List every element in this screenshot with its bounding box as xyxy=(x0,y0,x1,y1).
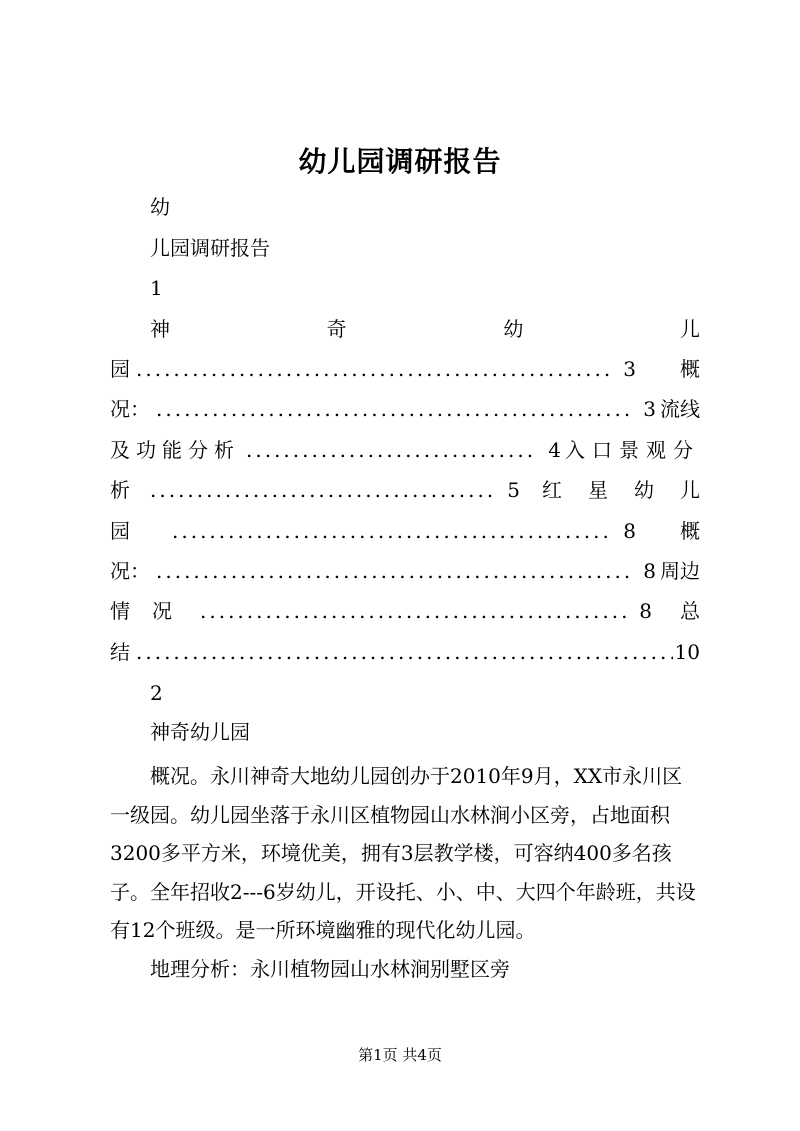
toc-text: 析 xyxy=(110,478,130,502)
document-title: 幼儿园调研报告 xyxy=(298,145,502,178)
toc-entry xyxy=(110,394,700,424)
toc-entry xyxy=(110,596,700,626)
text-line: 1 xyxy=(150,276,163,300)
toc-text: 周边 xyxy=(660,559,700,583)
toc-leader xyxy=(156,394,633,424)
toc-entry xyxy=(110,516,700,546)
toc-page-number: 8 xyxy=(623,519,636,543)
toc-text: 流线 xyxy=(660,397,700,421)
toc-entry xyxy=(110,354,700,384)
toc-text: 奇 xyxy=(326,317,347,341)
toc-text: 情况 xyxy=(110,599,194,623)
text-line: 儿园调研报告 xyxy=(150,236,270,260)
toc-text: 概 xyxy=(680,357,700,381)
toc-page-number: 3 xyxy=(643,397,656,421)
toc-entry xyxy=(110,475,726,505)
section-number: 2 xyxy=(150,681,163,705)
toc-text: 儿 xyxy=(679,317,700,341)
toc-page-number: 8 xyxy=(639,599,652,623)
toc-entry xyxy=(150,314,700,344)
toc-leader xyxy=(136,637,673,667)
toc-entry xyxy=(110,556,700,586)
toc-text: 园 xyxy=(110,519,130,543)
toc-text: 总 xyxy=(680,599,700,623)
toc-text: 概 xyxy=(680,519,700,543)
toc-entry xyxy=(110,637,700,667)
toc-text: 及功能分析 xyxy=(110,438,240,462)
text-line: 幼 xyxy=(150,195,170,219)
toc-text: 况： xyxy=(110,559,150,583)
page-footer: 第1页 共4页 xyxy=(358,1046,442,1064)
toc-text: 红星幼儿 xyxy=(542,478,726,502)
section-title: 神奇幼儿园 xyxy=(150,720,250,744)
toc-page-number: 5 xyxy=(507,478,520,502)
paragraph: 地理分析：永川植物园山水林涧别墅区旁 xyxy=(150,957,510,981)
toc-page-number: 10 xyxy=(674,640,700,664)
toc-text: 神 xyxy=(150,317,170,341)
toc-page-number: 3 xyxy=(623,357,636,381)
toc-text: 入口景观分 xyxy=(565,438,700,462)
toc-text: 况： xyxy=(110,397,150,421)
toc-page-number: 8 xyxy=(643,559,656,583)
toc-text: 结 xyxy=(110,640,130,664)
toc-leader xyxy=(136,354,613,384)
toc-leader xyxy=(246,435,538,465)
toc-leader xyxy=(200,596,629,626)
toc-leader xyxy=(156,556,633,586)
toc-text: 园 xyxy=(110,357,130,381)
toc-entry xyxy=(110,435,700,465)
toc-leader xyxy=(150,475,497,505)
toc-text: 幼 xyxy=(503,317,524,341)
paragraph: 概况。永川神奇大地幼儿园创办于2010年9月，XX市永川区一级园。幼儿园坐落于永川区植物园山水林涧小区旁，占地面积3200多平方米，环境优美，拥有3层教学楼，可容纳400多名孩子。全年招收2---6岁幼儿，开设托、小、中、大四个年龄班，共设有12个班级。是一所环境幽雅的现代化幼儿园。 xyxy=(110,764,696,942)
toc-page-number: 4 xyxy=(548,438,561,462)
toc-leader xyxy=(172,516,613,546)
